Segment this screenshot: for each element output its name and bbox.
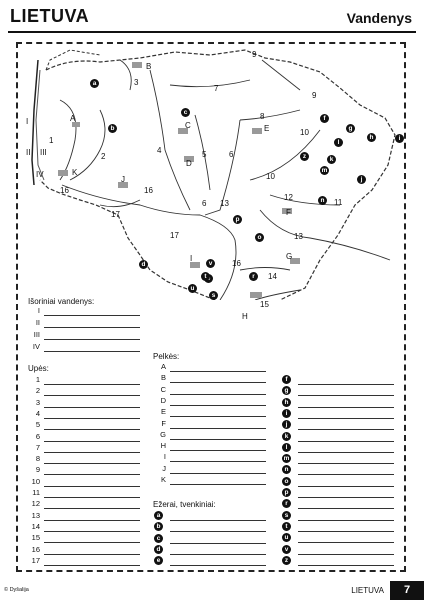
answer-label: 7 [35, 442, 40, 452]
answer-row [285, 499, 394, 510]
answer-label: f [282, 375, 291, 384]
answer-label: u [282, 533, 291, 542]
map-river-4: 4 [157, 146, 162, 155]
external-heading: Išoriniai vandenys: [28, 297, 95, 306]
answer-row [35, 397, 140, 409]
answer-row [35, 431, 140, 443]
answer-row [156, 522, 266, 533]
swamp-k [58, 170, 68, 176]
river-14 [240, 268, 290, 271]
map-lake-o: o [255, 233, 264, 242]
answer-line[interactable] [298, 565, 394, 566]
answer-line[interactable] [170, 382, 266, 383]
map-swamp-h: H [242, 312, 248, 321]
map-river-9b: 9 [312, 91, 317, 100]
map-river-10b: 10 [266, 172, 275, 181]
answer-line[interactable] [44, 351, 140, 352]
answer-label: B [160, 373, 166, 383]
river-9 [262, 60, 300, 90]
answer-row [160, 475, 266, 486]
map-river-14: 14 [268, 272, 277, 281]
answer-line[interactable] [298, 418, 394, 419]
answer-label: l [282, 443, 291, 452]
answer-line[interactable] [170, 565, 266, 566]
answer-label: G [160, 429, 166, 439]
answer-row [35, 442, 140, 454]
answer-row [31, 544, 140, 556]
coastline [32, 60, 38, 185]
map-lake-m: m [321, 167, 328, 174]
answer-row [31, 555, 140, 567]
answer-label: E [160, 407, 166, 417]
answer-line[interactable] [298, 395, 394, 396]
map-river-15: 15 [260, 300, 269, 309]
answer-row [32, 488, 140, 499]
page-title: LIETUVA [10, 6, 90, 26]
map-lake-d: d [139, 260, 148, 269]
map-river-16b: 16 [232, 259, 241, 268]
map-lake-f: f [320, 114, 329, 123]
answer-row [285, 420, 394, 431]
answer-line[interactable] [170, 461, 266, 462]
map-river-12: 12 [284, 193, 293, 202]
answer-label: 10 [31, 476, 40, 486]
map-lake-p: p [233, 215, 242, 224]
map-swamp-f: F [286, 208, 291, 217]
answer-row [156, 556, 266, 567]
answer-label: e [154, 556, 163, 565]
answer-row [156, 511, 266, 522]
answer-row [35, 454, 140, 465]
answer-line[interactable] [170, 554, 266, 555]
footer-copyright: © Dyšalija [4, 587, 29, 593]
answer-line[interactable] [44, 407, 140, 408]
map-lake-r: r [249, 272, 258, 281]
answer-line[interactable] [170, 450, 266, 451]
map-roman-4: IV [36, 170, 44, 179]
answer-line[interactable] [44, 429, 140, 430]
answer-line[interactable] [44, 384, 140, 385]
map-lake-v: v [206, 259, 215, 268]
answer-row [160, 373, 266, 384]
answer-label: 12 [31, 499, 40, 509]
answer-label: j [282, 420, 291, 429]
swamps-layer [58, 62, 300, 298]
answer-row [160, 384, 266, 396]
map-swamp-d: D [186, 159, 192, 168]
answer-label: z [282, 556, 291, 565]
curonian-spit [36, 70, 44, 180]
answer-row [284, 432, 394, 443]
answer-line[interactable] [170, 416, 266, 417]
map-river-9a: 9 [252, 50, 257, 59]
answer-label: A [160, 362, 166, 371]
answer-label: 14 [31, 521, 40, 531]
answer-line[interactable] [44, 395, 140, 396]
map-river-11: 11 [334, 198, 343, 207]
answer-label: 13 [31, 510, 40, 520]
river-10 [250, 130, 320, 180]
answer-label: 3 [35, 397, 40, 407]
answer-row [284, 465, 394, 476]
answer-line[interactable] [298, 407, 394, 408]
map-roman-2: II [26, 148, 31, 157]
river-17 [100, 200, 140, 207]
answer-row [285, 443, 394, 454]
answer-row [160, 429, 266, 441]
answer-label: 17 [31, 555, 40, 565]
answer-line[interactable] [298, 531, 394, 532]
answer-row [35, 408, 140, 420]
river-8 [240, 110, 300, 120]
map-lake-l: l [334, 138, 343, 147]
answer-line[interactable] [170, 394, 266, 395]
map-river-10a: 10 [300, 128, 309, 137]
answer-label: r [282, 499, 291, 508]
answer-row [160, 362, 266, 373]
external-row: IV [44, 342, 140, 353]
answer-row [285, 409, 394, 420]
answer-label: 2 [35, 386, 40, 396]
answer-row [156, 534, 266, 545]
answer-row [156, 545, 266, 556]
external-row: III [44, 330, 140, 341]
map-lake-u: u [188, 284, 197, 293]
answer-row [284, 477, 394, 488]
map-river-6a: 6 [229, 150, 234, 159]
map-swamp-a: A [70, 114, 76, 123]
map-swamp-c: C [185, 121, 191, 130]
map-river-16a: 16 [144, 186, 153, 195]
answer-row [160, 395, 266, 407]
map-lake-h: h [367, 133, 376, 142]
answer-label: t [282, 522, 291, 531]
map-river-13b: 13 [294, 232, 303, 241]
river-3 [120, 60, 131, 90]
answer-row [162, 463, 266, 475]
answer-row [284, 386, 394, 397]
answer-label: p [282, 488, 291, 497]
map-river-13a: 13 [220, 199, 229, 208]
map-roman-1: I [26, 117, 29, 126]
river-4 [150, 70, 190, 210]
answer-line[interactable] [170, 371, 266, 372]
map-river-17a: 17 [170, 231, 179, 240]
answer-label: H [160, 441, 166, 451]
answer-row [284, 556, 394, 567]
answer-row [31, 476, 140, 488]
answer-line[interactable] [44, 315, 140, 316]
answer-label: c [154, 534, 163, 543]
rivers-heading: Upės: [28, 364, 49, 373]
answer-line[interactable] [298, 508, 394, 509]
answer-label: F [161, 418, 166, 428]
answer-row [283, 454, 394, 465]
map-swamp-j: J [121, 175, 125, 184]
swamp-h [250, 292, 262, 298]
footer-name: LIETUVA [351, 586, 384, 595]
answer-label: 8 [35, 454, 40, 464]
map-lake-c: c [181, 108, 190, 117]
answer-line[interactable] [170, 473, 266, 474]
map-lake-j: j [357, 175, 366, 184]
map-river-16c: 16 [60, 186, 69, 195]
answer-line[interactable] [44, 418, 140, 419]
answer-line[interactable] [170, 428, 266, 429]
answer-line[interactable] [298, 384, 394, 385]
answer-line[interactable] [44, 474, 140, 475]
answer-line[interactable] [298, 452, 394, 453]
answer-line[interactable] [44, 554, 140, 555]
answer-row [160, 441, 266, 452]
map-lake-k: k [327, 155, 336, 164]
map-lake-t: t [201, 272, 210, 281]
answer-line[interactable] [44, 520, 140, 521]
answer-row [31, 499, 140, 510]
answer-label: a [154, 511, 163, 520]
answer-label: m [283, 455, 290, 463]
map-lake-z: z [300, 152, 309, 161]
map-roman-3: III [40, 148, 47, 157]
answer-row [35, 420, 140, 431]
answer-line[interactable] [298, 542, 394, 543]
answer-line[interactable] [170, 484, 266, 485]
map-lake-n: n [318, 196, 327, 205]
answer-line[interactable] [298, 497, 394, 498]
answer-label: D [160, 395, 166, 405]
answer-line[interactable] [298, 520, 394, 521]
answer-label: v [282, 545, 291, 554]
answer-line[interactable] [44, 486, 140, 487]
map-lake-g: g [346, 124, 355, 133]
swamp-b [132, 62, 142, 68]
answer-label: i [282, 409, 291, 418]
swamp-e [252, 128, 262, 134]
answer-line[interactable] [44, 565, 140, 566]
map-lake-a: a [90, 79, 99, 88]
map-river-1: 1 [49, 136, 54, 145]
answer-line[interactable] [298, 441, 394, 442]
answer-line[interactable] [298, 554, 394, 555]
answer-line[interactable] [298, 463, 394, 464]
answer-label: 15 [31, 533, 40, 543]
answer-line[interactable] [170, 543, 266, 544]
lakes-heading: Ežerai, tvenkiniai: [153, 500, 216, 509]
answer-line[interactable] [44, 463, 140, 464]
answer-line[interactable] [44, 508, 140, 509]
map-river-17b: 17 [111, 210, 120, 219]
answer-line[interactable] [170, 531, 266, 532]
answer-row [284, 511, 394, 522]
answer-row [35, 375, 140, 386]
answer-label: 11 [32, 488, 40, 497]
answer-row [31, 521, 140, 533]
external-row: II [44, 318, 140, 329]
answer-row [35, 386, 140, 397]
map-river-3: 3 [134, 78, 139, 87]
answer-line[interactable] [298, 429, 394, 430]
answer-label: o [282, 477, 291, 486]
answer-label: g [282, 386, 291, 395]
answer-label: C [160, 384, 166, 394]
answer-label: 5 [35, 420, 40, 430]
answer-label: s [282, 511, 291, 520]
answer-label: K [160, 475, 166, 484]
map-lake-b: b [108, 124, 117, 133]
river-12 [270, 195, 343, 207]
answer-row [31, 533, 140, 544]
answer-row [285, 375, 394, 386]
map-river-6b: 6 [202, 199, 207, 208]
answer-label: 6 [35, 431, 40, 441]
map-swamp-g: G [286, 252, 293, 261]
answer-line[interactable] [170, 439, 266, 440]
answer-row [284, 545, 394, 556]
answer-line[interactable] [44, 327, 140, 328]
answer-line[interactable] [44, 339, 140, 340]
answer-line[interactable] [170, 520, 266, 521]
answer-line[interactable] [44, 531, 140, 532]
answer-label: I [163, 452, 166, 462]
map-river-2: 2 [101, 152, 106, 161]
map-swamp-b: B [146, 62, 152, 71]
river-7 [170, 80, 250, 87]
answer-row [284, 488, 394, 499]
answer-label: 1 [35, 375, 40, 384]
map-river-8: 8 [260, 112, 265, 121]
rivers-layer [60, 60, 390, 300]
map-river-7: 7 [214, 84, 219, 93]
map-swamp-k: K [72, 168, 78, 177]
map-swamp-e: E [264, 124, 270, 133]
page-subtitle: Vandenys [346, 10, 412, 26]
answer-row [284, 398, 394, 409]
answer-line[interactable] [44, 497, 140, 498]
answer-line[interactable] [44, 452, 140, 453]
answer-line[interactable] [44, 441, 140, 442]
answer-row [163, 452, 266, 463]
answer-label: k [282, 432, 291, 441]
answer-line[interactable] [170, 405, 266, 406]
map-swamp-i: I [190, 254, 193, 263]
answer-row [161, 418, 266, 430]
answer-label: 4 [35, 408, 40, 418]
answer-line[interactable] [44, 542, 140, 543]
answer-label: b [154, 522, 163, 531]
page-number: 7 [390, 581, 424, 600]
map-river-5: 5 [202, 150, 207, 159]
map-lake-s: s [209, 291, 218, 300]
answer-label: J [162, 463, 166, 473]
answer-line[interactable] [298, 486, 394, 487]
answer-row [285, 522, 394, 533]
answer-row [35, 465, 140, 476]
answer-label: h [282, 398, 291, 407]
answer-label: 9 [35, 465, 40, 475]
page-footer [0, 581, 424, 600]
answer-row [160, 407, 266, 418]
answer-row [284, 533, 394, 544]
external-row: I [44, 306, 140, 317]
answer-label: 16 [31, 544, 40, 554]
answer-label: n [282, 465, 291, 474]
answer-label: d [154, 545, 163, 554]
map-lake-i: i [395, 134, 404, 143]
answer-line[interactable] [298, 474, 394, 475]
answer-row [31, 510, 140, 522]
swamps-heading: Pelkės: [153, 352, 180, 361]
